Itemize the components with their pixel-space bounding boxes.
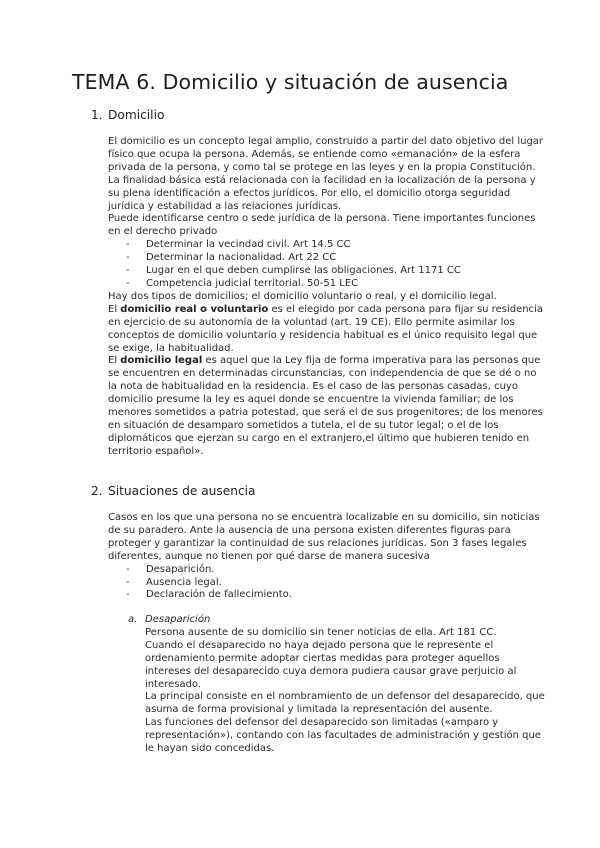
paragraph (108, 355, 548, 458)
paragraph: La principal consiste en el nombramiento de un defensor del desaparecido, que asuma de forma provisional y limitada la representación del ausente. (145, 691, 545, 716)
list-item: - Lugar en el que deben cumplirse las obligaciones. Art 1171 CC (108, 265, 548, 278)
section-number: 1. (91, 108, 103, 122)
list-item: - Ausencia legal. (108, 577, 548, 590)
list-item: - Desaparición. (108, 564, 548, 577)
section-title: Domicilio (108, 108, 165, 122)
bold-term: domicilio real o voluntario (120, 303, 269, 315)
paragraph: Casos en los que una persona no se encuentra localizable en su domicilio, sin noticias de su paradero. Ante la ausencia de una persona existen diferentes figuras para proteger y garantizar la continuidad de sus relaciones jurídicas. Son 3 fases legales diferentes, aunque no tienen por qué darse de manera sucesiva (108, 512, 540, 562)
list-item: - Determinar la nacionalidad. Art 22 CC (108, 252, 548, 265)
paragraph (108, 304, 548, 356)
text-run: es aquel que la Ley fija de forma imperativa para las personas que se encuentren en determinadas circunstancias, con independencia de que se dé o no la nota de habitualidad en la residencia. Es el caso de las personas casadas, cuyo domicilio presume la ley es aquel donde se encuentre la vivienda familiar; de los menores sometidos a patria potestad, que será el de sus progenitores; de los menores en situación de desamparo sometidos a tutela, el de su tutor legal; o el de los diplomáticos que ejerzan su cargo en el extranjero,el último que hubieren tenido en territorio español». (108, 355, 543, 457)
section-body-ausencia (108, 512, 548, 602)
subsection-heading (128, 614, 548, 627)
subsection-desaparicion (128, 614, 548, 756)
paragraph: Cuando el desaparecido no haya dejado persona que le represente el ordenamiento permite adoptar ciertas medidas para proteger aquellos intereses del desaparecido cuya demora pudiera causar grave perjuicio al interesado. (145, 639, 517, 690)
section-title: Situaciones de ausencia (108, 484, 256, 498)
subsection-title: Desaparición (145, 614, 211, 625)
list-item: - Declaración de fallecimiento. (108, 589, 548, 602)
text-run: El (108, 303, 121, 315)
section-body-domicilio (108, 136, 548, 459)
page-title: TEMA 6. Domicilio y situación de ausencia (72, 70, 509, 94)
section-number: 2. (91, 484, 103, 498)
paragraph: Las funciones del defensor del desaparecido son limitadas («amparo y representación»), contando con las facultades de administración y gestión que le hayan sido concedidas. (145, 717, 541, 755)
paragraph: Hay dos tipos de domicilios; el domicilio voluntario o real, y el domicilio legal. (108, 290, 497, 302)
paragraph: Persona ausente de su domicilio sin tener noticias de ella. Art 181 CC. (145, 626, 497, 638)
paragraph: El domicilio es un concepto legal amplio, construido a partir del dato objetivo del lugar físico que ocupa la persona. Además, se entiende como «emanación» de la esfera privada de la persona, y como tal se protege en las leyes y en la propia Constitución. (108, 136, 544, 173)
section-heading-domicilio (91, 108, 164, 122)
paragraph: Puede identificarse centro o sede jurídica de la persona. Tiene importantes funciones en el derecho privado (108, 213, 536, 238)
list-item: - Determinar la vecindad civil. Art 14.5 CC (108, 239, 548, 252)
bold-term: domicilio legal (120, 355, 203, 367)
text-run: es el elegido por cada persona para fijar su residencia en ejercicio de su autonomía de la voluntad (art. 19 CE). Ello permite asimilar los conceptos de domicilio voluntario y residencia habitual es el único requisito legal que se exige, la habitualidad. (108, 303, 543, 354)
text-run: El (108, 355, 121, 367)
subsection-label: a. (128, 614, 138, 625)
paragraph: La finalidad básica está relacionada con la facilidad en la localización de la persona y su plena identificación a efectos jurídicos. Por ello, el domicilio otorga seguridad jurídica y estabilidad a las relaciones jurídicas. (108, 174, 536, 212)
list-item: - Competencia judicial territorial. 50-51 LEC (108, 278, 548, 291)
section-heading-ausencia (91, 484, 256, 498)
